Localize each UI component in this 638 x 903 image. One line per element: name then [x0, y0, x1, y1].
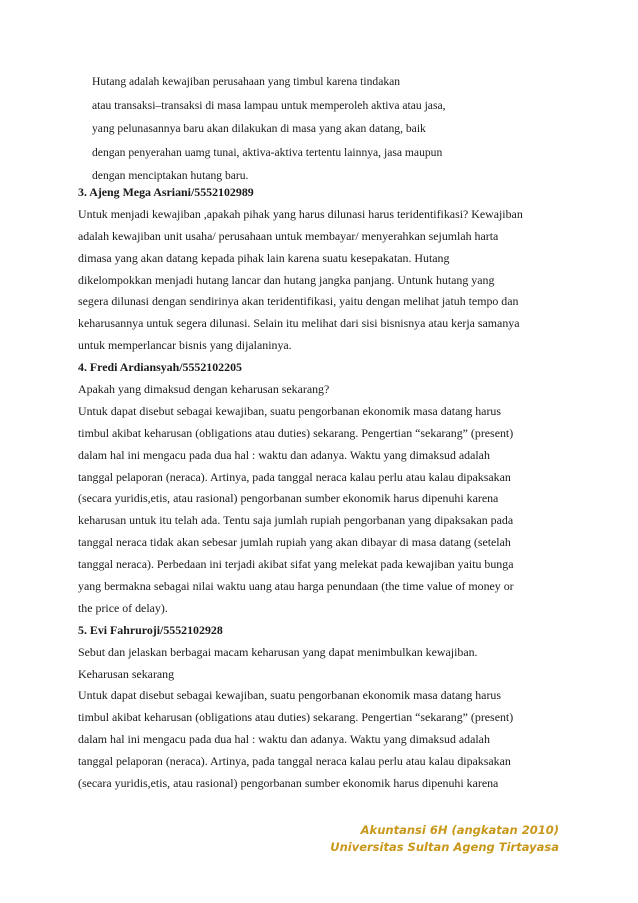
text-line: timbul akibat keharusan (obligations atau duties) sekarang. Pengertian “sekarang” (present): [78, 710, 514, 725]
page-footer: [330, 822, 559, 856]
text-line: (secara yuridis,etis, atau rasional) pengorbanan sumber ekonomik harus dipenuhi karena: [78, 776, 499, 791]
text-line: tanggal pelaporan (neraca). Artinya, pada tanggal neraca kalau perlu atau kalau dipaksakan: [78, 754, 511, 769]
document-body: [78, 182, 590, 795]
text-line: yang bermakna sebagai nilai waktu uang atau harga penundaan (the time value of money or: [78, 579, 514, 594]
text-line: Hutang adalah kewajiban perusahaan yang timbul karena tindakan: [92, 75, 401, 88]
text-line: segera dilunasi dengan sendirinya akan teridentifikasi, yaitu dengan melihat jatuh tempo dan: [78, 294, 519, 309]
text-line: dengan menciptakan hutang baru.: [92, 169, 249, 183]
text-line: dimasa yang akan datang kepada pihak lain karena suatu kesepakatan. Hutang: [78, 250, 450, 265]
text-line: tanggal neraca tidak akan sebesar jumlah rupiah yang akan dibayar di masa datang (setelah: [78, 535, 511, 550]
section-heading: 3. Ajeng Mega Asriani/5552102989: [78, 185, 254, 199]
text-line: dengan penyerahan uamg tunai, aktiva-aktiva tertentu lainnya, jasa maupun: [92, 145, 443, 159]
text-line: keharusannya untuk segera dilunasi. Selain itu melihat dari sisi bisnisnya atau kerja samanya: [78, 316, 520, 331]
text-line: dalam hal ini mengacu pada dua hal : waktu dan adanya. Waktu yang dimaksud adalah: [78, 447, 490, 462]
text-line: dalam hal ini mengacu pada dua hal : waktu dan adanya. Waktu yang dimaksud adalah: [78, 732, 490, 747]
section-heading: 5. Evi Fahruroji/5552102928: [78, 622, 223, 637]
text-line: atau transaksi–transaksi di masa lampau untuk memperoleh aktiva atau jasa,: [92, 98, 446, 112]
section-heading: 4. Fredi Ardiansyah/5552102205: [78, 360, 242, 375]
footer-line-university: Universitas Sultan Ageng Tirtayasa: [330, 840, 559, 854]
text-line: tanggal neraca). Perbedaan ini terjadi akibat sifat yang melekat pada kewajiban yaitu bunga: [78, 557, 514, 572]
text-line: yang pelunasannya baru akan dilakukan di masa yang akan datang, baik: [92, 122, 426, 136]
footer-line-class: Akuntansi 6H (angkatan 2010): [360, 823, 559, 837]
text-line: Apakah yang dimaksud dengan keharusan sekarang?: [78, 382, 330, 397]
text-line: the price of delay).: [78, 600, 168, 615]
text-line: Untuk dapat disebut sebagai kewajiban, suatu pengorbanan ekonomik masa datang harus: [78, 403, 501, 418]
text-line: dikelompokkan menjadi hutang lancar dan hutang jangka panjang. Untunk hutang yang: [78, 272, 495, 287]
text-line: tanggal pelaporan (neraca). Artinya, pada tanggal neraca kalau perlu atau kalau dipaksakan: [78, 469, 511, 484]
text-line: Untuk menjadi kewajiban ,apakah pihak yang harus dilunasi harus teridentifikasi? Kewajiban: [78, 206, 523, 221]
text-line: (secara yuridis,etis, atau rasional) pengorbanan sumber ekonomik harus dipenuhi karena: [78, 491, 499, 506]
intro-paragraph: [92, 70, 612, 188]
text-line: keharusan untuk itu telah ada. Tentu saja jumlah rupiah pengorbanan yang dipaksakan pada: [78, 513, 514, 528]
text-line: Keharusan sekarang: [78, 666, 175, 681]
text-line: Untuk dapat disebut sebagai kewajiban, suatu pengorbanan ekonomik masa datang harus: [78, 688, 501, 703]
text-line: Sebut dan jelaskan berbagai macam keharusan yang dapat menimbulkan kewajiban.: [78, 644, 478, 659]
text-line: untuk memperlancar bisnis yang dijalaninya.: [78, 338, 292, 353]
text-line: timbul akibat keharusan (obligations atau duties) sekarang. Pengertian “sekarang” (present): [78, 425, 514, 440]
text-line: adalah kewajiban unit usaha/ perusahaan untuk membayar/ menyerahkan sejumlah harta: [78, 228, 499, 243]
